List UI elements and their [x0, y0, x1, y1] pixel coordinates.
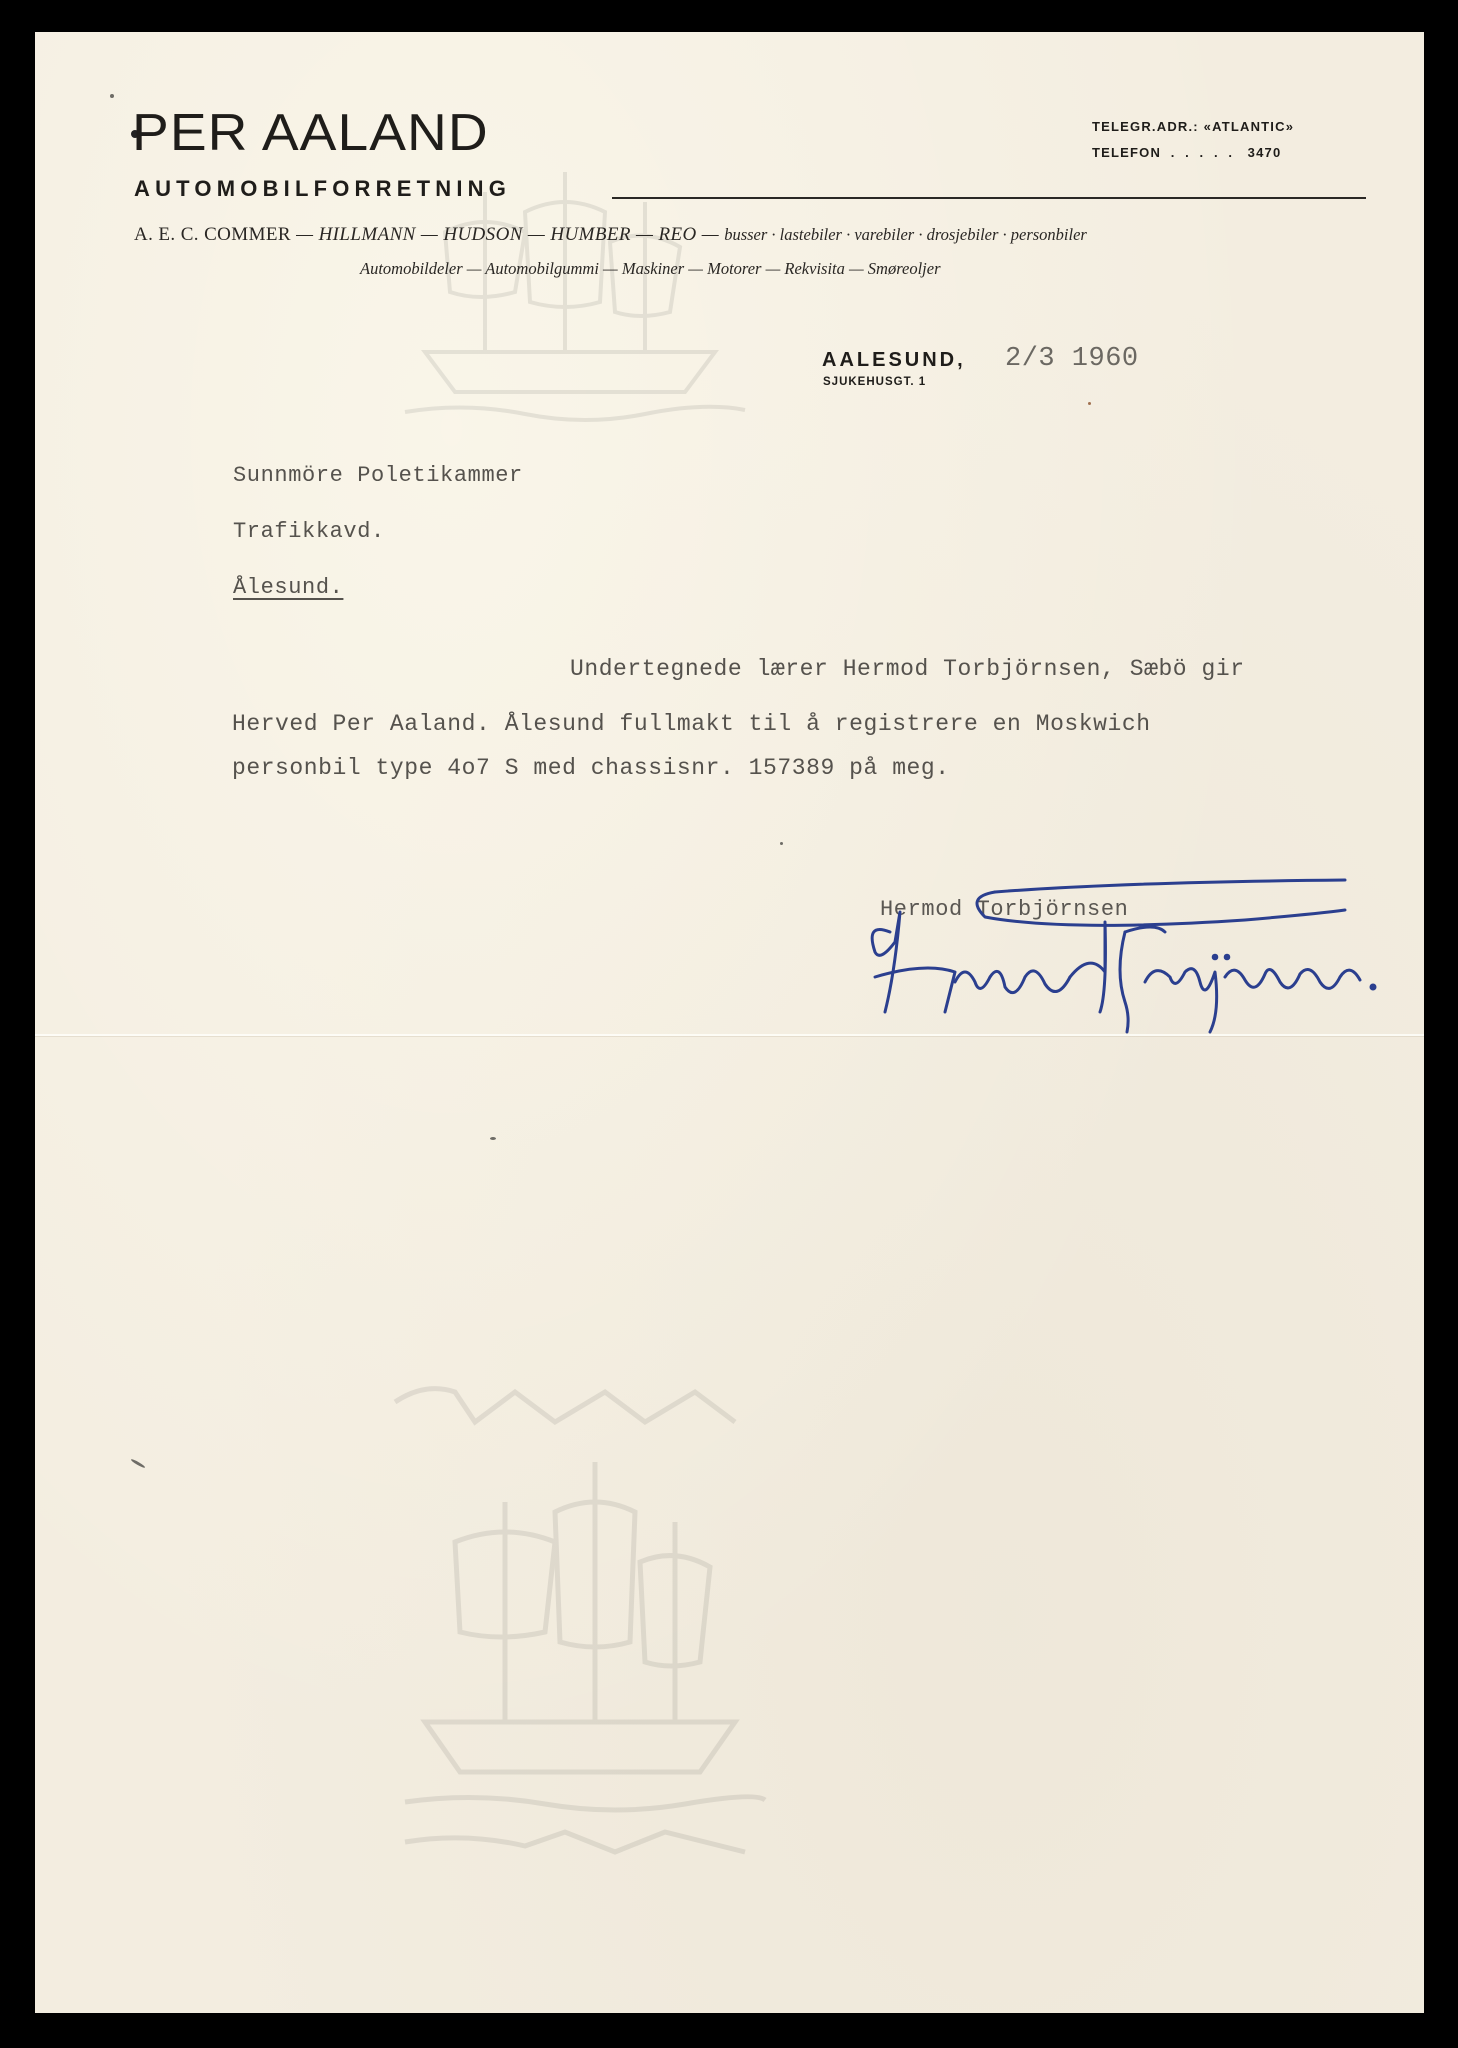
paper-speck [780, 842, 783, 845]
ship-watermark-icon [365, 152, 785, 452]
paper-speck [130, 1458, 145, 1469]
body-line-2: Herved Per Aaland. Ålesund fullmakt til å registrere en Moskwich [232, 711, 1151, 737]
brand-aec-commer: A. E. C. COMMER [134, 224, 291, 245]
ship-watermark-icon [365, 1362, 785, 1882]
body-line-1: Undertegnede lærer Hermod Torbjörnsen, Sæbö gir [570, 656, 1245, 682]
typed-signature: Hermod Torbjörnsen [880, 897, 1129, 922]
company-name: PER AALAND [132, 104, 489, 162]
recipient-line-3: Ålesund. [233, 575, 344, 600]
paper-speck [490, 1137, 496, 1140]
paper-speck [1088, 402, 1091, 405]
brand-list: — HILLMANN — HUDSON — HUMBER — REO — [290, 224, 725, 245]
letter-street: SJUKEHUSGT. 1 [823, 376, 927, 388]
letter-date: 2/3 1960 [1005, 344, 1139, 374]
recipient-line-1: Sunnmöre Poletikammer [233, 463, 523, 488]
company-type: AUTOMOBILFORRETNING [134, 176, 512, 201]
paper-speck [110, 94, 114, 98]
handwritten-signature-icon [825, 862, 1385, 1042]
body-line-3: personbil type 4o7 S med chassisnr. 157389 på meg. [232, 755, 950, 781]
letter-paper [35, 32, 1424, 2013]
contact-block [1092, 114, 1294, 166]
recipient-line-2: Trafikkavd. [233, 519, 385, 544]
letter-city: AALESUND, [822, 349, 966, 371]
vehicle-types: busser · lastebiler · varebiler · drosjebiler · personbiler [724, 225, 1087, 244]
products-line: Automobildeler — Automobilgummi — Maskiner — Motorer — Rekvisita — Smøreoljer [360, 259, 941, 278]
telegram-address: TELEGR.ADR.: «ATLANTIC» [1092, 119, 1295, 134]
telephone-number: TELEFON . . . . . 3470 [1092, 145, 1282, 160]
